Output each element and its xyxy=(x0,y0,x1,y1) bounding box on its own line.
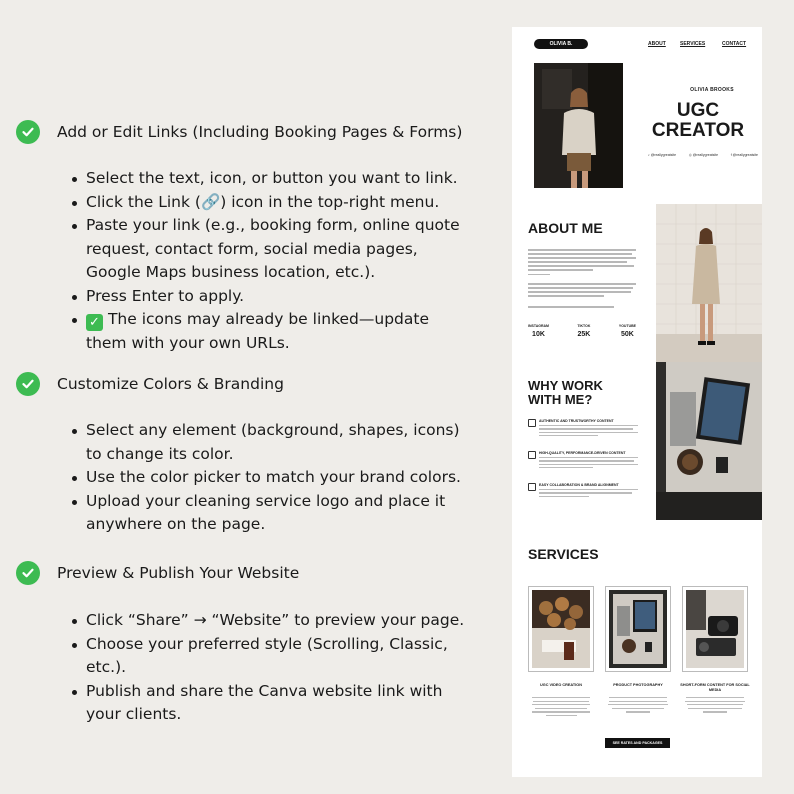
list-item: Paste your link (e.g., booking form, online quote request, contact form, social media pages, Google Maps business location, etc.). xyxy=(72,214,472,285)
about-title: ABOUT ME xyxy=(528,220,603,236)
instagram-link[interactable]: ◎ @reallygreatsite xyxy=(688,153,719,157)
nav-link-services[interactable]: SERVICES xyxy=(680,41,706,47)
why-title: WHY WORK WITH ME? xyxy=(528,378,603,407)
about-photo xyxy=(656,204,762,362)
about-paragraph-3 xyxy=(528,306,636,310)
desk-photo xyxy=(656,362,762,520)
instruction-section-links xyxy=(16,120,472,355)
list-item: Upload your cleaning service logo and place it anywhere on the page. xyxy=(72,490,472,537)
preview-nav xyxy=(512,39,762,49)
see-rates-button[interactable]: SEE RATES AND PACKAGES xyxy=(605,738,670,748)
about-paragraph-1 xyxy=(528,249,636,278)
list-item: Select any element (background, shapes, icons) to change its color. xyxy=(72,419,472,466)
list-item: Click “Share” → “Website” to preview your page. xyxy=(72,609,472,633)
stat-youtube: YOUTUBE 50K xyxy=(618,324,636,338)
check-circle-icon xyxy=(16,372,40,396)
service-name: UGC VIDEO CREATION xyxy=(540,683,582,687)
service-photo xyxy=(532,590,590,668)
section-title: Preview & Publish Your Website xyxy=(57,564,300,582)
list-item: Publish and share the Canva website link with your clients. xyxy=(72,680,472,727)
checkmark-emoji-icon: ✓ xyxy=(86,314,103,331)
service-card-product-photo[interactable] xyxy=(605,586,671,672)
why-item: HIGH-QUALITY, PERFORMANCE-DRIVEN CONTENT xyxy=(528,451,638,470)
list-item: Press Enter to apply. xyxy=(72,285,472,309)
why-item: AUTHENTIC AND TRUSTWORTHY CONTENT xyxy=(528,419,638,438)
service-card-ugc-video[interactable] xyxy=(528,586,594,672)
hero-name: OLIVIA BROOKS xyxy=(690,87,734,93)
service-description xyxy=(607,697,669,715)
nav-link-contact[interactable]: CONTACT xyxy=(722,41,747,47)
document-icon xyxy=(528,419,536,427)
service-photo xyxy=(609,590,667,668)
list-item: Select the text, icon, or button you want to link. xyxy=(72,167,472,191)
list-item: ✓ The icons may already be linked—update them with your own URLs. xyxy=(72,308,472,355)
service-photo xyxy=(686,590,744,668)
tiktok-link[interactable]: ♪ @reallygreatsite xyxy=(648,153,677,157)
service-card-short-form[interactable] xyxy=(682,586,748,672)
facebook-link[interactable]: f @reallygreatsite xyxy=(730,153,758,157)
handshake-icon xyxy=(528,483,536,491)
services-title: SERVICES xyxy=(528,546,599,562)
about-stats xyxy=(528,324,636,338)
list-item: Choose your preferred style (Scrolling, Classic, etc.). xyxy=(72,633,472,680)
service-name: PRODUCT PHOTOGRAPHY xyxy=(613,683,663,687)
website-preview xyxy=(512,27,762,777)
hero-socials xyxy=(648,153,758,157)
list-item: Click the Link (🔗) icon in the top-right menu. xyxy=(72,191,472,215)
hero-title: UGC CREATOR xyxy=(651,100,745,141)
preview-logo[interactable]: OLIVIA B. xyxy=(534,39,588,49)
chart-icon xyxy=(528,451,536,459)
check-circle-icon xyxy=(16,120,40,144)
section-title: Customize Colors & Branding xyxy=(57,375,284,393)
service-description xyxy=(684,697,746,715)
stat-tiktok: TIKTOK 25K xyxy=(577,324,591,338)
service-description xyxy=(530,697,592,719)
service-name: SHORT-FORM CONTENT FOR SOCIAL MEDIA xyxy=(680,683,750,692)
about-paragraph-2 xyxy=(528,283,636,299)
list-item: Use the color picker to match your brand colors. xyxy=(72,466,472,490)
nav-link-about[interactable]: ABOUT xyxy=(648,41,666,47)
section-title: Add or Edit Links (Including Booking Pages & Forms) xyxy=(57,123,463,141)
instruction-section-publish xyxy=(16,561,472,727)
why-item: EASY COLLABORATION & BRAND ALIGNMENT xyxy=(528,483,638,499)
instruction-section-colors xyxy=(16,372,472,537)
hero-photo xyxy=(534,63,623,188)
check-circle-icon xyxy=(16,561,40,585)
stat-instagram: INSTAGRAM 10K xyxy=(528,324,549,338)
